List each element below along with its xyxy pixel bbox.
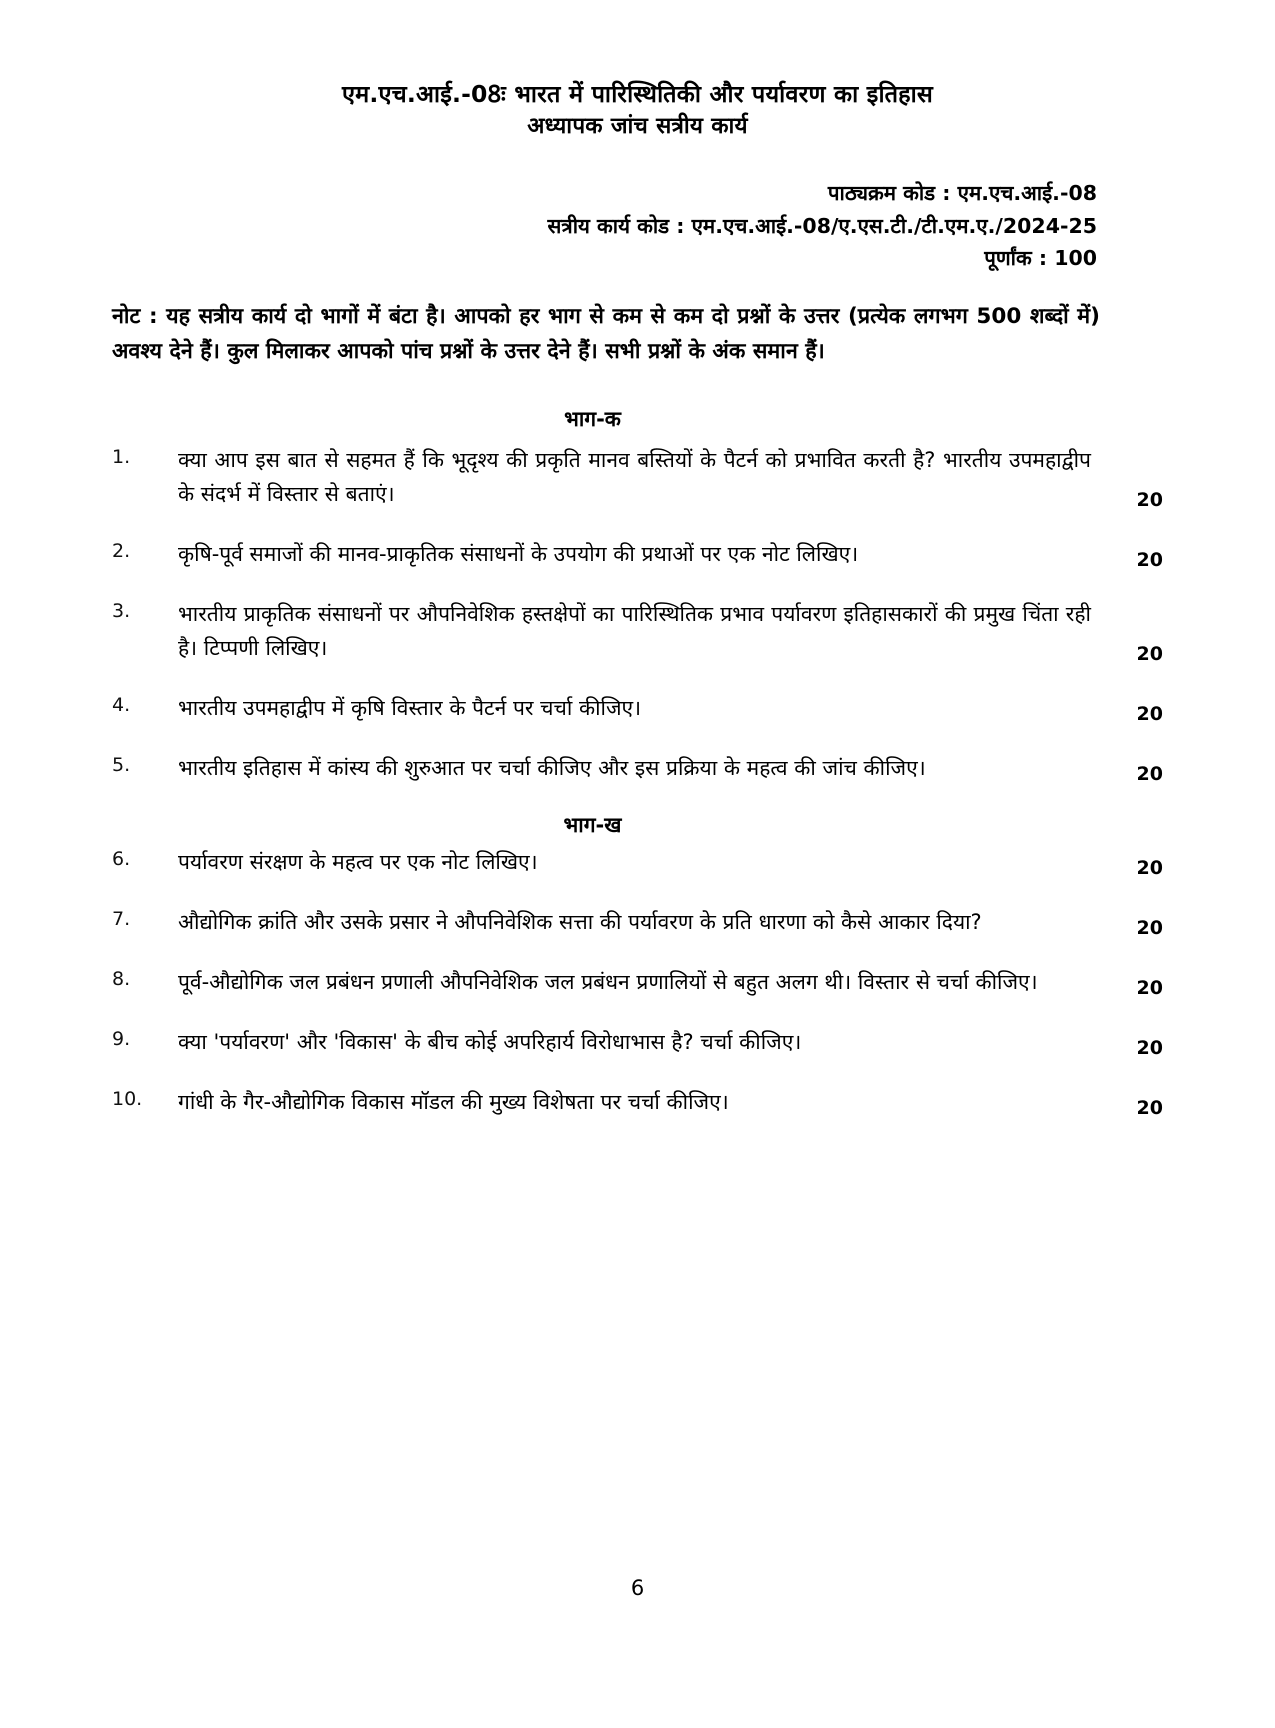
question-text: पर्यावरण संरक्षण के महत्व पर एक नोट लिखिए।: [178, 850, 538, 875]
question-list-part-b: [0, 845, 1275, 1119]
question-item: [112, 597, 1163, 665]
question-item: [112, 443, 1163, 511]
question-text: भारतीय इतिहास में कांस्य की शुरुआत पर चर्चा कीजिए और इस प्रक्रिया के महत्व की जांच कीजिए।: [178, 756, 926, 781]
question-marks: 20: [1136, 857, 1163, 880]
note-label: नोट :: [112, 304, 158, 330]
question-text: औद्योगिक क्रांति और उसके प्रसार ने औपनिवेशिक सत्ता की पर्यावरण के प्रति धारणा को कैसे आकार दिया?: [178, 910, 982, 935]
question-number: 10.: [112, 1088, 143, 1111]
question-number: 4.: [112, 694, 131, 717]
question-item: [112, 965, 1163, 999]
question-marks: 20: [1136, 643, 1163, 666]
course-code: पाठ्यक्रम कोड : एम.एच.आई.-08: [827, 181, 1097, 206]
question-number: 3.: [112, 600, 131, 623]
question-marks: 20: [1136, 917, 1163, 940]
question-number: 8.: [112, 968, 131, 991]
assignment-page: [0, 78, 1275, 1728]
question-text: क्या आप इस बात से सहमत हैं कि भूदृश्य की प्रकृति मानव बस्तियों के पैटर्न को प्रभावित करती है? भारतीय उपमहाद्वीप के संदर्भ में विस्तार से बताएं।: [178, 448, 1091, 507]
document-title-block: [0, 78, 1275, 143]
question-marks: 20: [1136, 977, 1163, 1000]
question-number: 7.: [112, 908, 131, 931]
page-title: एम.एच.आई.-08ः भारत में पारिस्थितिकी और पर्यावरण का इतिहास: [341, 80, 934, 108]
question-number: 9.: [112, 1028, 131, 1051]
question-text: पूर्व-औद्योगिक जल प्रबंधन प्रणाली औपनिवेशिक जल प्रबंधन प्रणालियों से बहुत अलग थी। विस्तार से चर्चा कीजिए।: [178, 970, 1038, 995]
question-text: क्या 'पर्यावरण' और 'विकास' के बीच कोई अपरिहार्य विरोधाभास है? चर्चा कीजिए।: [178, 1030, 802, 1055]
question-marks: 20: [1136, 549, 1163, 572]
question-item: [112, 1085, 1163, 1119]
question-text: भारतीय उपमहाद्वीप में कृषि विस्तार के पैटर्न पर चर्चा कीजिए।: [178, 696, 642, 721]
question-text: गांधी के गैर-औद्योगिक विकास मॉडल की मुख्य विशेषता पर चर्चा कीजिए।: [178, 1090, 729, 1115]
question-item: [112, 845, 1163, 879]
question-marks: 20: [1136, 763, 1163, 786]
question-marks: 20: [1136, 1097, 1163, 1120]
question-item: [112, 537, 1163, 571]
page-number: 6: [630, 1576, 645, 1600]
question-marks: 20: [1136, 1037, 1163, 1060]
page-subtitle: अध्यापक जांच सत्रीय कार्य: [527, 113, 748, 140]
code-block: [0, 177, 1275, 274]
section-heading-part-b: भाग-ख: [563, 813, 622, 838]
question-number: 2.: [112, 540, 131, 563]
total-marks: पूर्णांक : 100: [984, 246, 1097, 271]
question-item: [112, 751, 1163, 785]
note-paragraph: [0, 300, 1275, 369]
question-text: कृषि-पूर्व समाजों की मानव-प्राकृतिक संसाधनों के उपयोग की प्रथाओं पर एक नोट लिखिए।: [178, 542, 859, 567]
question-number: 1.: [112, 446, 131, 469]
section-heading-part-a: भाग-क: [564, 407, 621, 432]
question-item: [112, 691, 1163, 725]
question-item: [112, 1025, 1163, 1059]
question-number: 5.: [112, 754, 131, 777]
assignment-code: सत्रीय कार्य कोड : एम.एच.आई.-08/ए.एस.टी./टी.एम.ए./2024-25: [547, 213, 1097, 238]
question-list-part-a: [0, 443, 1275, 785]
question-text: भारतीय प्राकृतिक संसाधनों पर औपनिवेशिक हस्तक्षेपों का पारिस्थितिक प्रभाव पर्यावरण इतिहासकारों की प्रमुख चिंता रही है। टिप्पणी लिखिए।: [178, 602, 1091, 661]
note-text: यह सत्रीय कार्य दो भागों में बंटा है। आपको हर भाग से कम से कम दो प्रश्नों के उत्तर (प्रत्येक लगभग 500 शब्दों में) अवश्य देने हैं। कुल मिलाकर आपको पांच प्रश्नों के उत्तर देने हैं। सभी प्रश्नों के अंक समान हैं।: [112, 304, 1100, 364]
question-marks: 20: [1136, 703, 1163, 726]
question-number: 6.: [112, 848, 131, 871]
question-item: [112, 905, 1163, 939]
question-marks: 20: [1136, 489, 1163, 512]
